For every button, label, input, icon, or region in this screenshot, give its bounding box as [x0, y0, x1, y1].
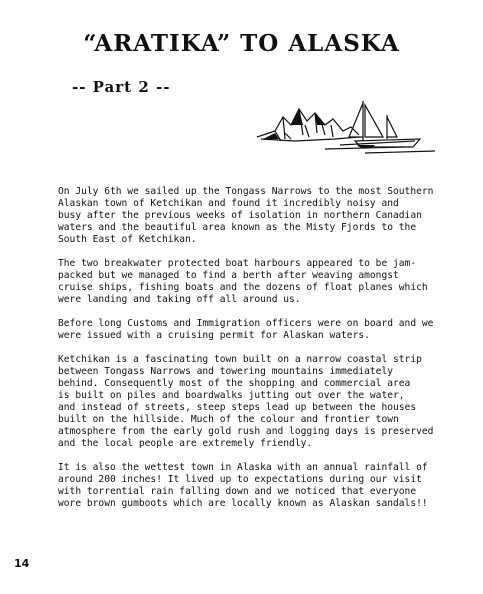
body-paragraph: The two breakwater protected boat harbours appeared to be jam- packed but we managed to find a berth after weaving amongst cruise ships, fishing boats and the dozens of float planes which were landing and taking off all around us.: [58, 258, 428, 305]
article-subtitle: -- Part 2 --: [72, 78, 171, 96]
article-body: [58, 186, 463, 522]
sailboat-mountains-illustration: [255, 95, 455, 170]
body-paragraph: Ketchikan is a fascinating town built on a narrow coastal strip between Tongass Narrows and towering mountains immediately behind. Consequently most of the shopping and commercial area is built on piles and boardwalks jutting out over the water, and instead of streets, steep steps lead up between the houses built on the hillside. Much of the colour and frontier town atmosphere from the early gold rush and logging days is preserved and the local people are extremely friendly.: [58, 354, 434, 449]
body-paragraph: It is also the wettest town in Alaska with an annual rainfall of around 200 inches! It lived up to expectations during our visit with torrential rain falling down and we noticed that everyone wore brown gumboots which are locally known as Alaskan sandals!!: [58, 462, 428, 509]
body-paragraph: On July 6th we sailed up the Tongass Narrows to the most Southern Alaskan town of Ketchikan and found it incredibly noisy and busy after the previous weeks of isolation in northern Canadian waters and the beautiful area known as the Misty Fjords to the South East of Ketchikan.: [58, 186, 434, 245]
article-title: “ARATIKA” TO ALASKA: [83, 30, 400, 57]
body-paragraph: Before long Customs and Immigration officers were on board and we were issued with a cruising permit for Alaskan waters.: [58, 318, 434, 341]
page-number: 14: [14, 557, 30, 570]
